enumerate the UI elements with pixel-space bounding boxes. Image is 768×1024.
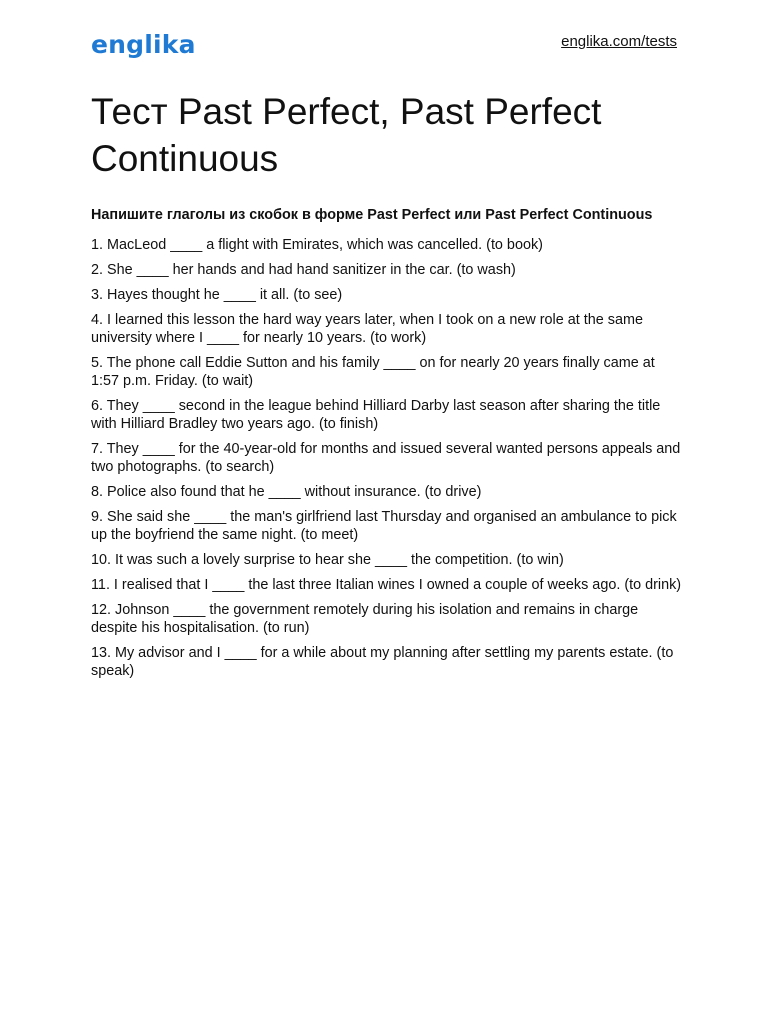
- page-title: Тест Past Perfect, Past Perfect Continuous: [91, 91, 602, 179]
- question-item: 4. I learned this lesson the hard way years later, when I took on a new role at the same university where I ____ for nearly 10 years. (to work): [91, 312, 643, 346]
- question-item: 13. My advisor and I ____ for a while about my planning after settling my parents estate. (to speak): [91, 645, 674, 679]
- question-item: 10. It was such a lovely surprise to hear she ____ the competition. (to win): [91, 552, 564, 568]
- question-item: 5. The phone call Eddie Sutton and his family ____ on for nearly 20 years finally came at 1:57 p.m. Friday. (to wait): [91, 355, 655, 389]
- englika-logo[interactable]: englika: [91, 30, 196, 59]
- question-list: [91, 236, 686, 687]
- question-item: 2. She ____ her hands and had hand sanitizer in the car. (to wash): [91, 262, 516, 278]
- question-item: 12. Johnson ____ the government remotely during his isolation and remains in charge despite his hospitalisation. (to run): [91, 602, 639, 636]
- question-item: 6. They ____ second in the league behind Hilliard Darby last season after sharing the title with Hilliard Bradley two years ago. (to finish): [91, 398, 661, 432]
- instruction-text: Напишите глаголы из скобок в форме Past Perfect или Past Perfect Continuous: [91, 207, 653, 223]
- question-item: 8. Police also found that he ____ without insurance. (to drive): [91, 484, 482, 500]
- question-item: 11. I realised that I ____ the last three Italian wines I owned a couple of weeks ago. (to drink): [91, 577, 682, 593]
- question-item: 3. Hayes thought he ____ it all. (to see): [91, 287, 343, 303]
- question-item: 1. MacLeod ____ a flight with Emirates, which was cancelled. (to book): [91, 237, 543, 253]
- question-item: 7. They ____ for the 40-year-old for months and issued several wanted persons appeals and two photographs. (to search): [91, 441, 681, 475]
- tests-link[interactable]: englika.com/tests: [561, 33, 677, 50]
- question-item: 9. She said she ____ the man's girlfriend last Thursday and organised an ambulance to pick up the boyfriend the same night. (to meet): [91, 509, 677, 543]
- header: [91, 28, 677, 64]
